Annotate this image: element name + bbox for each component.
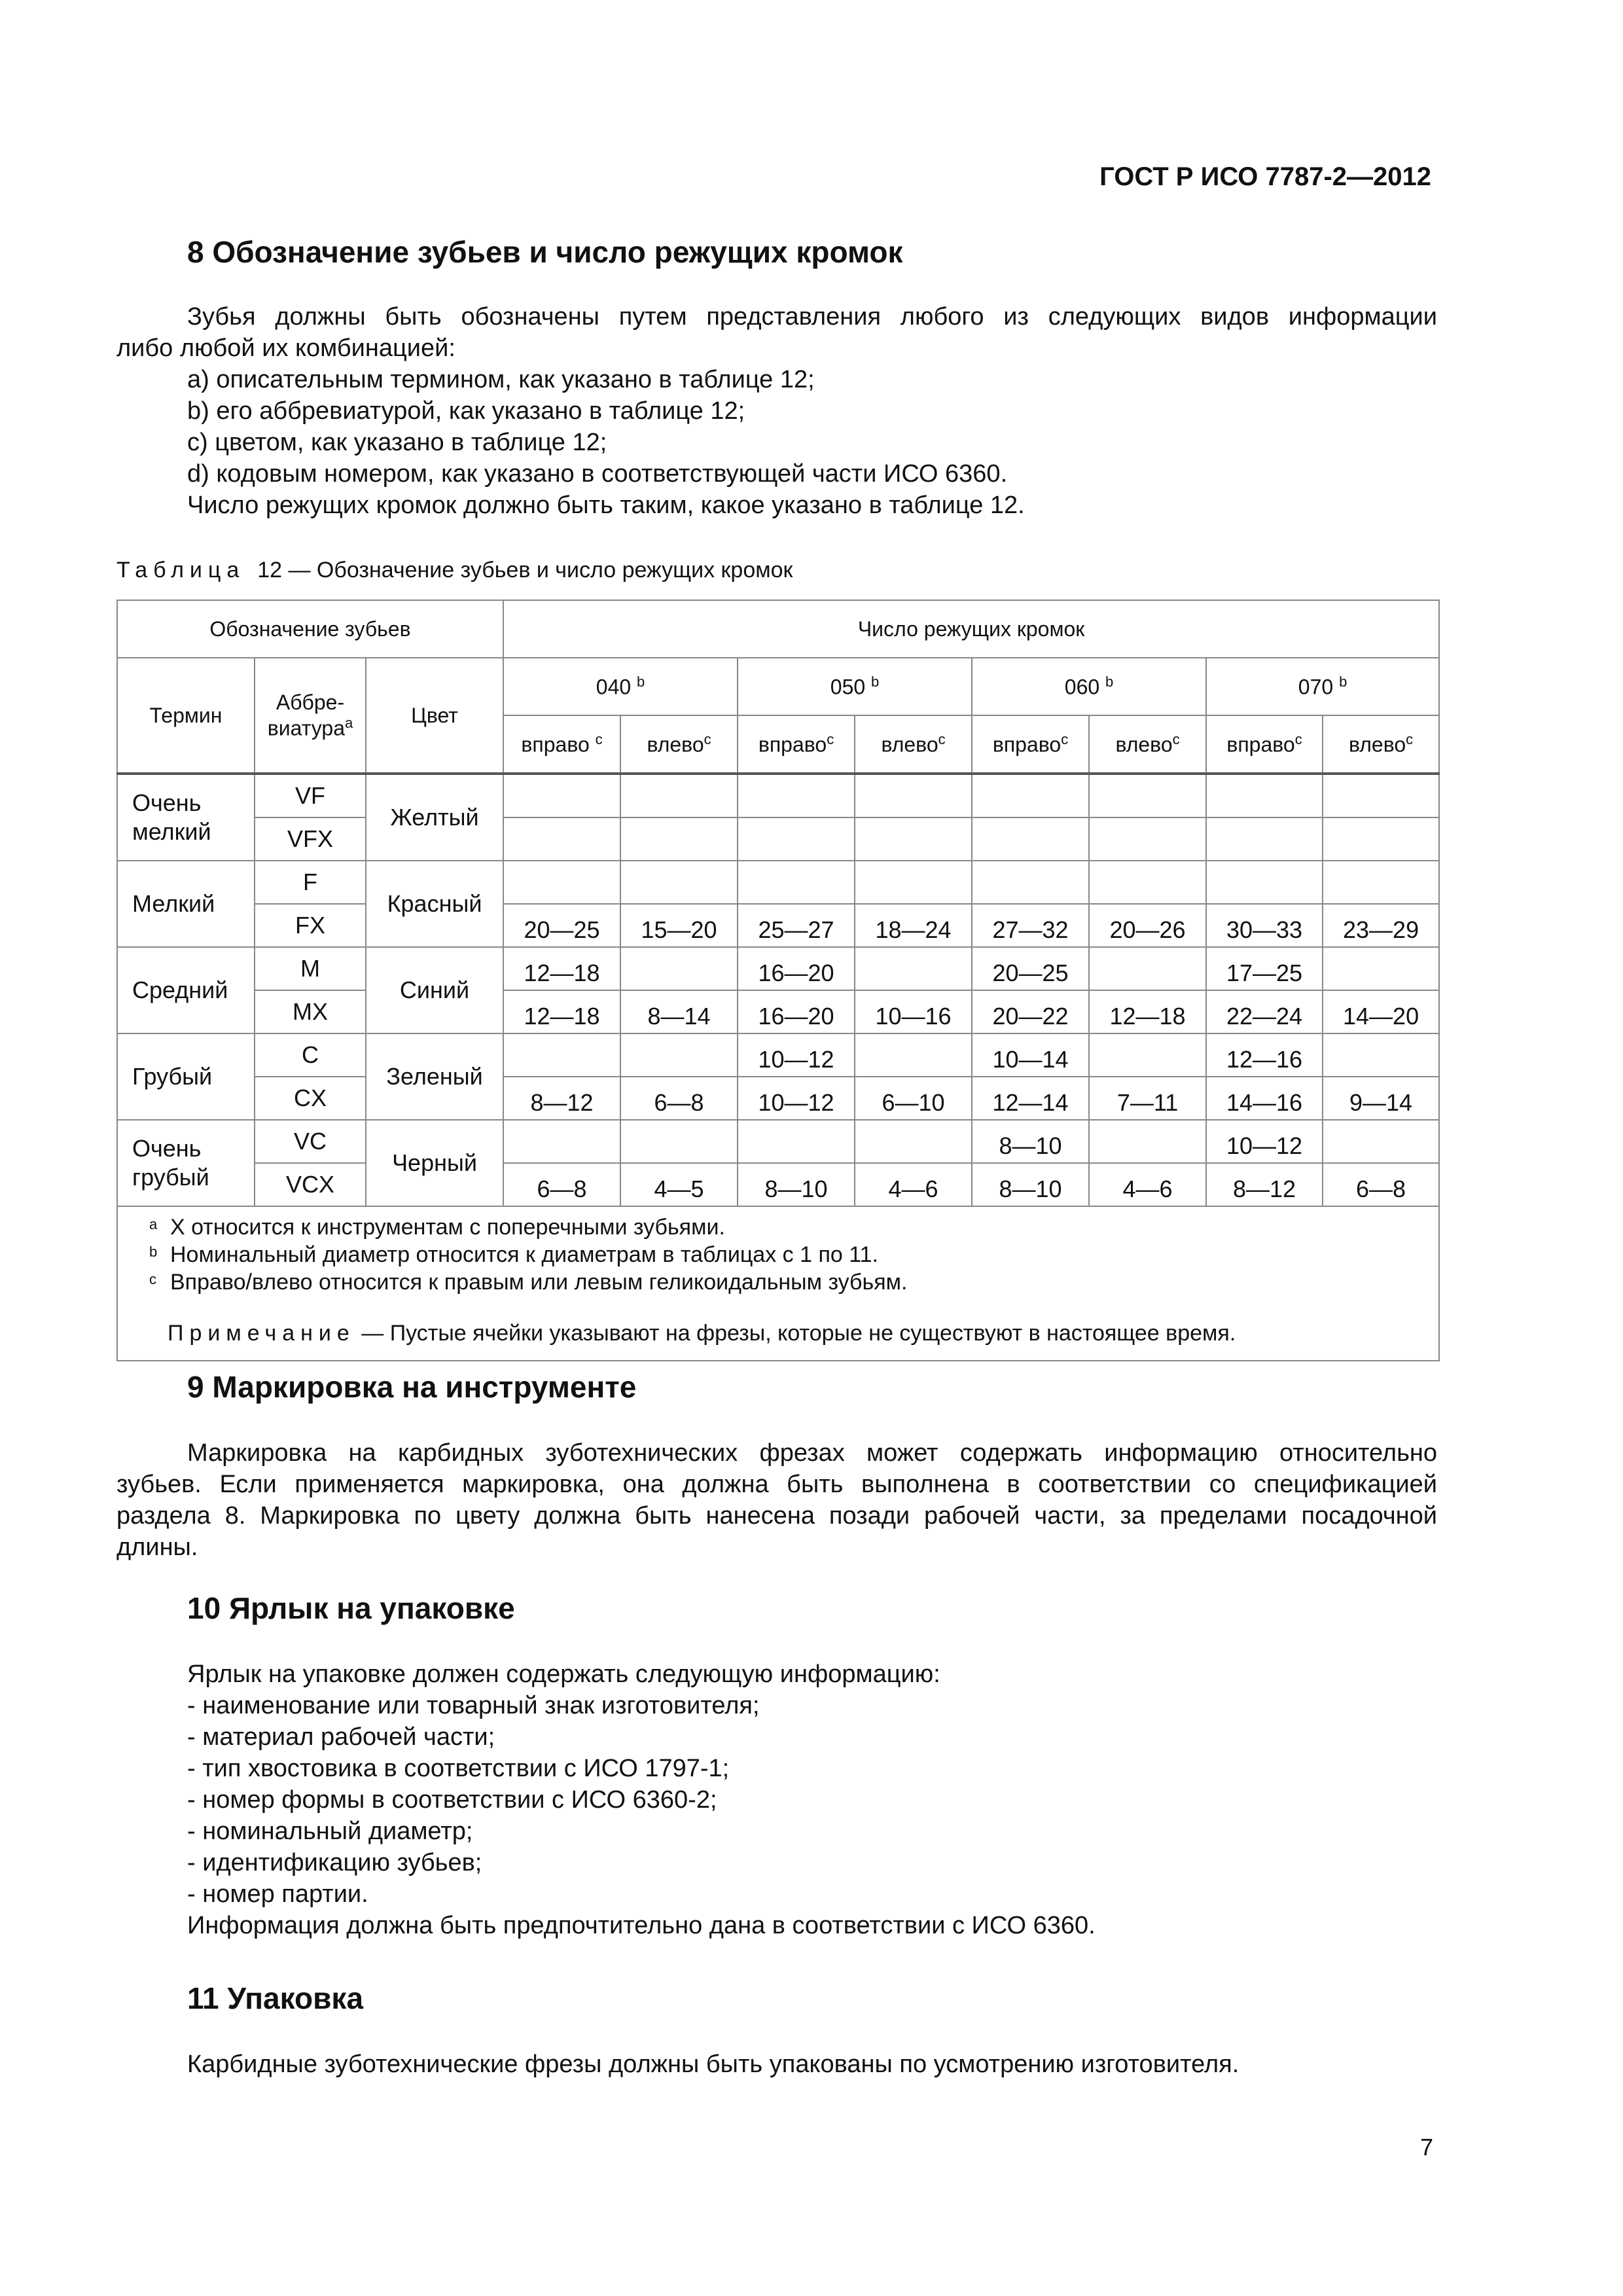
cell-value: 6—8 (1323, 1163, 1439, 1206)
header-right (503, 715, 620, 774)
section-10-item: - идентификацию зубьев; (187, 1849, 482, 1876)
cell-value (620, 1033, 738, 1077)
table-row (117, 774, 1439, 817)
table-caption (116, 558, 793, 583)
footnote-text: X относится к инструментам с поперечными зубьями. (170, 1215, 725, 1240)
cell-value (1206, 861, 1323, 904)
cell-value: 8—10 (738, 1163, 855, 1206)
footnote-mark: b (149, 1244, 158, 1260)
footnote-b (149, 1241, 1429, 1268)
cell-value: 20—25 (503, 904, 620, 947)
cell-value: 8—12 (1206, 1163, 1323, 1206)
header-right-text: вправо (521, 732, 590, 757)
cell-term: Очень грубый (117, 1120, 255, 1206)
cell-value: 16—20 (738, 990, 855, 1033)
section-9-title: 9 Маркировка на инструменте (187, 1370, 637, 1404)
section-10-item: - тип хвостовика в соответствии с ИСО 1797-1; (187, 1755, 730, 1782)
cell-value: 15—20 (620, 904, 738, 947)
cell-value: 30—33 (1206, 904, 1323, 947)
section-10-title: 10 Ярлык на упаковке (187, 1591, 515, 1625)
cell-value: 4—6 (1089, 1163, 1206, 1206)
cell-value (503, 1033, 620, 1077)
table-caption-prefix: Таблица (116, 558, 245, 583)
header-abbr-sup: a (344, 714, 353, 731)
cell-abbr: CX (255, 1077, 366, 1120)
cell-term: Средний (117, 947, 255, 1033)
cell-value (620, 1120, 738, 1163)
cell-abbr: FX (255, 904, 366, 947)
header-dir-sup: c (704, 731, 711, 748)
cell-value (620, 817, 738, 861)
cell-value: 25—27 (738, 904, 855, 947)
header-left (855, 715, 972, 774)
section-10-closing: Информация должна быть предпочтительно дана в соответствии с ИСО 6360. (187, 1912, 1096, 1939)
cell-value: 4—5 (620, 1163, 738, 1206)
section-8-item-c: c) цветом, как указано в таблице 12; (187, 429, 607, 456)
cell-value: 9—14 (1323, 1077, 1439, 1120)
cell-value: 12—18 (1089, 990, 1206, 1033)
page-number: 7 (1419, 2134, 1433, 2161)
header-size-070 (1206, 658, 1439, 715)
table-body (117, 774, 1439, 1206)
header-size-label: 050 (830, 675, 866, 699)
section-8-closing: Число режущих кромок должно быть таким, какое указано в таблице 12. (187, 492, 1025, 519)
header-size-040 (503, 658, 738, 715)
cell-value (972, 861, 1089, 904)
cell-value: 27—32 (972, 904, 1089, 947)
cell-value (503, 1120, 620, 1163)
cell-value (503, 817, 620, 861)
cell-value (1206, 774, 1323, 817)
header-left (1089, 715, 1206, 774)
cell-abbr: VF (255, 774, 366, 817)
footnote-c (149, 1268, 1429, 1296)
cell-value (1206, 817, 1323, 861)
footnote-mark: a (149, 1216, 158, 1232)
table-notes (117, 1206, 1439, 1361)
header-right-text: вправо (1226, 732, 1295, 757)
cell-value (1323, 774, 1439, 817)
cell-value (738, 1120, 855, 1163)
header-left (620, 715, 738, 774)
section-8-title: 8 Обозначение зубьев и число режущих кромок (187, 235, 903, 269)
header-left (1323, 715, 1439, 774)
header-right (972, 715, 1089, 774)
footnote-mark: c (149, 1271, 156, 1287)
section-11-title: 11 Упаковка (187, 1981, 364, 2015)
cell-value (1089, 774, 1206, 817)
cell-value (1323, 861, 1439, 904)
cell-color: Зеленый (366, 1033, 503, 1120)
cell-value (1089, 861, 1206, 904)
cell-value (972, 774, 1089, 817)
section-10-item: - номер формы в соответствии с ИСО 6360-2; (187, 1786, 717, 1814)
cell-value (503, 861, 620, 904)
cell-color: Желтый (366, 774, 503, 861)
cell-abbr: C (255, 1033, 366, 1077)
header-left-text: влево (647, 732, 704, 757)
header-size-label: 060 (1064, 675, 1100, 699)
header-size-label: 070 (1298, 675, 1334, 699)
cell-value (738, 774, 855, 817)
cell-value: 20—22 (972, 990, 1089, 1033)
cell-value: 18—24 (855, 904, 972, 947)
table-row (117, 904, 1439, 947)
section-9-line3: раздела 8. Маркировка по цвету должна быть нанесена позади рабочей части, за пределами посадочной (116, 1502, 1437, 1530)
table-row (117, 1163, 1439, 1206)
cell-value: 10—12 (1206, 1120, 1323, 1163)
cell-abbr: F (255, 861, 366, 904)
section-11-text: Карбидные зуботехнические фрезы должны быть упакованы по усмотрению изготовителя. (187, 2051, 1240, 2078)
header-edges: Число режущих кромок (503, 600, 1439, 658)
cell-value: 8—10 (972, 1163, 1089, 1206)
cell-abbr: VCX (255, 1163, 366, 1206)
cell-abbr: VC (255, 1120, 366, 1163)
section-8-intro-line1: Зубья должны быть обозначены путем представления любого из следующих видов информации (187, 303, 1437, 331)
cell-term: Очень мелкий (117, 774, 255, 861)
cell-term: Грубый (117, 1033, 255, 1120)
cell-value (1323, 1033, 1439, 1077)
cell-value: 12—14 (972, 1077, 1089, 1120)
cell-value: 12—18 (503, 990, 620, 1033)
section-10-item: - наименование или товарный знак изготовителя; (187, 1692, 760, 1719)
table-row (117, 861, 1439, 904)
cell-abbr: MX (255, 990, 366, 1033)
cell-value (855, 1033, 972, 1077)
section-9-line1: Маркировка на карбидных зуботехнических фрезах может содержать информацию относительно (187, 1439, 1437, 1467)
header-dir-sup: c (827, 731, 834, 748)
footnote-text: Вправо/влево относится к правым или левым геликоидальным зубьям. (170, 1270, 908, 1295)
cell-value (620, 947, 738, 990)
cell-value: 17—25 (1206, 947, 1323, 990)
cell-value: 16—20 (738, 947, 855, 990)
header-dir-sup: c (938, 731, 946, 748)
header-right (738, 715, 855, 774)
cell-value (620, 774, 738, 817)
header-size-050 (738, 658, 972, 715)
header-dir-sup: c (1294, 731, 1302, 748)
header-size-sup: b (1105, 673, 1114, 691)
cell-value: 20—25 (972, 947, 1089, 990)
cell-value: 6—8 (503, 1163, 620, 1206)
cell-value: 6—10 (855, 1077, 972, 1120)
document-header: ГОСТ Р ИСО 7787-2—2012 (1099, 162, 1431, 191)
header-left-text: влево (1348, 732, 1406, 757)
footnote-a (149, 1213, 1429, 1241)
section-10-item: - номинальный диаметр; (187, 1818, 473, 1845)
section-10-item: - номер партии. (187, 1880, 368, 1908)
cell-value: 10—12 (738, 1077, 855, 1120)
cell-value: 22—24 (1206, 990, 1323, 1033)
header-designation: Обозначение зубьев (117, 600, 503, 658)
cell-color: Черный (366, 1120, 503, 1206)
table-note-text: — Пустые ячейки указывают на фрезы, которые не существуют в настоящее время. (355, 1321, 1236, 1346)
header-size-sup: b (637, 673, 645, 691)
section-10-intro: Ярлык на упаковке должен содержать следующую информацию: (187, 1660, 940, 1688)
cell-value: 4—6 (855, 1163, 972, 1206)
cell-value: 7—11 (1089, 1077, 1206, 1120)
cell-abbr: M (255, 947, 366, 990)
cell-value (855, 1120, 972, 1163)
table-note-prefix: Примечание (168, 1321, 355, 1346)
cell-value (855, 947, 972, 990)
section-9-line2: зубьев. Если применяется маркировка, она должна быть выполнена в соответствии со спецификацией (116, 1471, 1437, 1498)
cell-color: Красный (366, 861, 503, 947)
header-left-text: влево (1115, 732, 1173, 757)
header-size-sup: b (1339, 673, 1347, 691)
section-9-line4: длины. (116, 1534, 198, 1561)
section-8-item-b: b) его аббревиатурой, как указано в таблице 12; (187, 397, 745, 425)
section-8-item-a: a) описательным термином, как указано в таблице 12; (187, 366, 815, 393)
cell-term: Мелкий (117, 861, 255, 947)
cell-value: 8—12 (503, 1077, 620, 1120)
cell-value (1089, 817, 1206, 861)
table-note (168, 1319, 1429, 1347)
header-size-label: 040 (596, 675, 632, 699)
table-row (117, 817, 1439, 861)
header-dir-sup: c (595, 731, 603, 748)
cell-value (1323, 1120, 1439, 1163)
table-caption-text: 12 — Обозначение зубьев и число режущих кромок (257, 558, 793, 583)
header-dir-sup: c (1061, 731, 1069, 748)
header-size-060 (972, 658, 1206, 715)
cell-value: 14—20 (1323, 990, 1439, 1033)
header-dir-sup: c (1406, 731, 1414, 748)
header-left-text: влево (881, 732, 938, 757)
cell-value: 10—16 (855, 990, 972, 1033)
cell-value: 14—16 (1206, 1077, 1323, 1120)
cell-value (1323, 947, 1439, 990)
table-row (117, 990, 1439, 1033)
section-8-intro-line2: либо любой их комбинацией: (116, 334, 455, 362)
cell-value: 8—14 (620, 990, 738, 1033)
cell-value: 6—8 (620, 1077, 738, 1120)
footnote-text: Номинальный диаметр относится к диаметрам в таблицах с 1 по 11. (170, 1242, 878, 1267)
cell-value: 20—26 (1089, 904, 1206, 947)
header-size-sup: b (871, 673, 880, 691)
cell-value: 12—16 (1206, 1033, 1323, 1077)
cell-value: 10—12 (738, 1033, 855, 1077)
cell-value (738, 817, 855, 861)
header-dir-sup: c (1172, 731, 1180, 748)
cell-value (1089, 1120, 1206, 1163)
cell-value: 23—29 (1323, 904, 1439, 947)
cell-value (1089, 1033, 1206, 1077)
cell-value (1089, 947, 1206, 990)
cell-color: Синий (366, 947, 503, 1033)
header-abbr-text: Аббре-виатура (267, 690, 345, 740)
cell-value: 10—14 (972, 1033, 1089, 1077)
cell-abbr: VFX (255, 817, 366, 861)
cell-value (620, 861, 738, 904)
header-term: Термин (117, 658, 255, 774)
header-right-text: вправо (758, 732, 827, 757)
cell-value (855, 774, 972, 817)
cell-value (738, 861, 855, 904)
cell-value (503, 774, 620, 817)
cell-value (855, 861, 972, 904)
table-row (117, 947, 1439, 990)
cell-value: 8—10 (972, 1120, 1089, 1163)
cell-value (855, 817, 972, 861)
teeth-designation-table (116, 600, 1440, 1361)
table-row (117, 1120, 1439, 1163)
table-row (117, 1077, 1439, 1120)
cell-value (1323, 817, 1439, 861)
header-right-text: вправо (992, 732, 1061, 757)
section-10-item: - материал рабочей части; (187, 1723, 495, 1751)
header-abbr (255, 658, 366, 774)
header-color: Цвет (366, 658, 503, 774)
section-8-item-d: d) кодовым номером, как указано в соответствующей части ИСО 6360. (187, 460, 1008, 488)
cell-value (972, 817, 1089, 861)
cell-value: 12—18 (503, 947, 620, 990)
header-right (1206, 715, 1323, 774)
table-row (117, 1033, 1439, 1077)
